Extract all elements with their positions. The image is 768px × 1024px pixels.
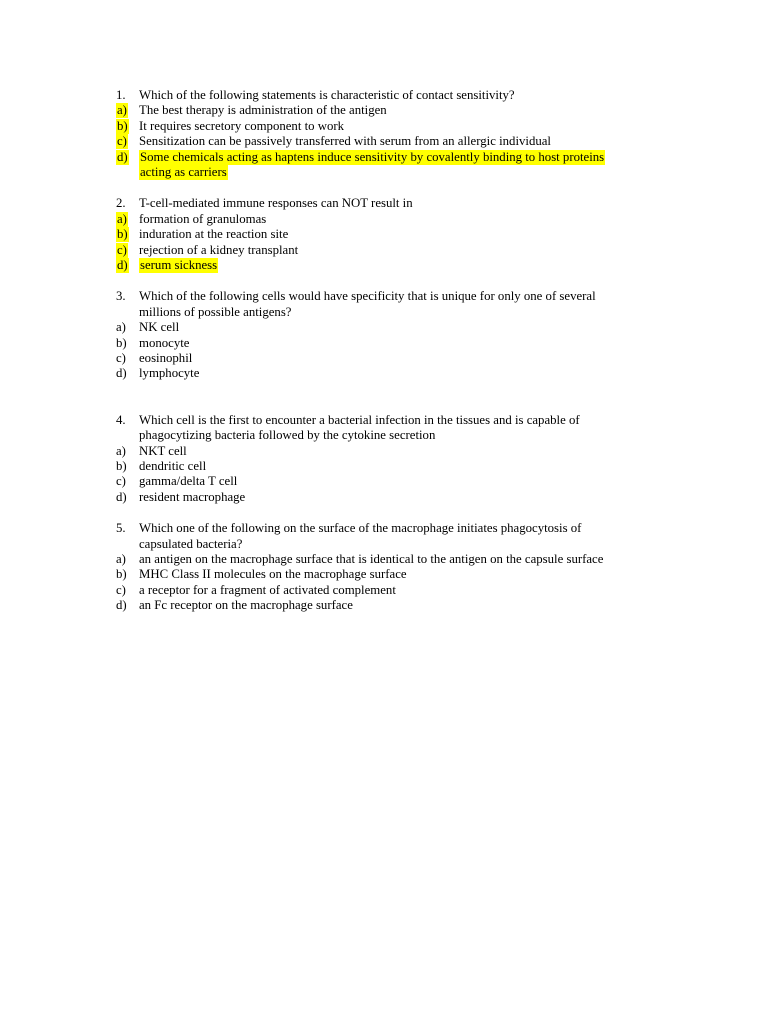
option-text: a receptor for a fragment of activated complement — [139, 582, 396, 597]
question-number: 4. — [116, 412, 126, 427]
question-number: 5. — [116, 521, 126, 536]
option-letter: c) — [116, 582, 126, 597]
question-text: Which cell is the first to encounter a bacterial infection in the tissues and is capable of — [139, 412, 580, 427]
question-number: 1. — [116, 88, 126, 102]
option-letter: c) — [117, 134, 127, 149]
option-letter: b) — [116, 567, 127, 582]
question-text: Which of the following cells would have specificity that is unique for only one of several — [139, 289, 596, 304]
option-text: resident macrophage — [139, 489, 246, 504]
option-text: NKT cell — [139, 443, 187, 458]
option-text: Some chemicals acting as haptens induce sensitivity by covalently binding to host proteins — [140, 149, 605, 164]
question-text: Which of the following statements is characteristic of contact sensitivity? — [139, 88, 515, 102]
option-text: formation of granulomas — [139, 211, 267, 226]
option-letter: d) — [117, 258, 128, 272]
option-letter: b) — [116, 459, 127, 473]
option-text: Sensitization can be passively transferred with serum from an allergic individual — [139, 134, 551, 149]
option-text: lymphocyte — [139, 366, 200, 381]
option-letter: a) — [117, 211, 127, 226]
option-letter: a) — [116, 443, 126, 458]
question-number: 2. — [116, 196, 126, 211]
option-letter: c) — [116, 351, 126, 365]
option-letter: a) — [116, 552, 126, 566]
question-number: 3. — [116, 289, 126, 304]
option-letter: d) — [116, 366, 127, 381]
option-letter: c) — [117, 242, 127, 257]
option-text: NK cell — [139, 320, 180, 335]
option-letter: d) — [116, 489, 127, 504]
option-letter: a) — [117, 103, 127, 118]
option-text: gamma/delta T cell — [139, 474, 238, 489]
option-text: serum sickness — [140, 258, 218, 272]
option-text: acting as carriers — [140, 165, 227, 179]
option-text: induration at the reaction site — [139, 227, 289, 242]
option-text: an Fc receptor on the macrophage surface — [139, 598, 353, 613]
question-text: Which one of the following on the surface of the macrophage initiates phagocytosis of — [139, 521, 582, 536]
option-text: It requires secretory component to work — [139, 118, 345, 133]
option-text: dendritic cell — [139, 459, 207, 473]
option-letter: c) — [116, 474, 126, 489]
option-letter: d) — [117, 149, 128, 164]
option-text: eosinophil — [139, 351, 193, 365]
question-text: phagocytizing bacteria followed by the cytokine secretion — [139, 428, 436, 443]
option-letter: a) — [116, 320, 126, 335]
option-letter: b) — [117, 227, 128, 242]
question-text: T-cell-mediated immune responses can NOT result in — [139, 196, 413, 211]
option-letter: d) — [116, 598, 127, 613]
question-text: millions of possible antigens? — [139, 304, 292, 319]
option-text: monocyte — [139, 335, 190, 350]
option-text: an antigen on the macrophage surface that is identical to the antigen on the capsule surface — [139, 552, 604, 566]
option-text: The best therapy is administration of the antigen — [139, 103, 387, 118]
option-text: MHC Class II molecules on the macrophage surface — [139, 567, 407, 582]
option-letter: b) — [117, 118, 128, 133]
option-text: rejection of a kidney transplant — [139, 242, 299, 257]
question-text: capsulated bacteria? — [139, 536, 243, 551]
option-letter: b) — [116, 335, 127, 350]
